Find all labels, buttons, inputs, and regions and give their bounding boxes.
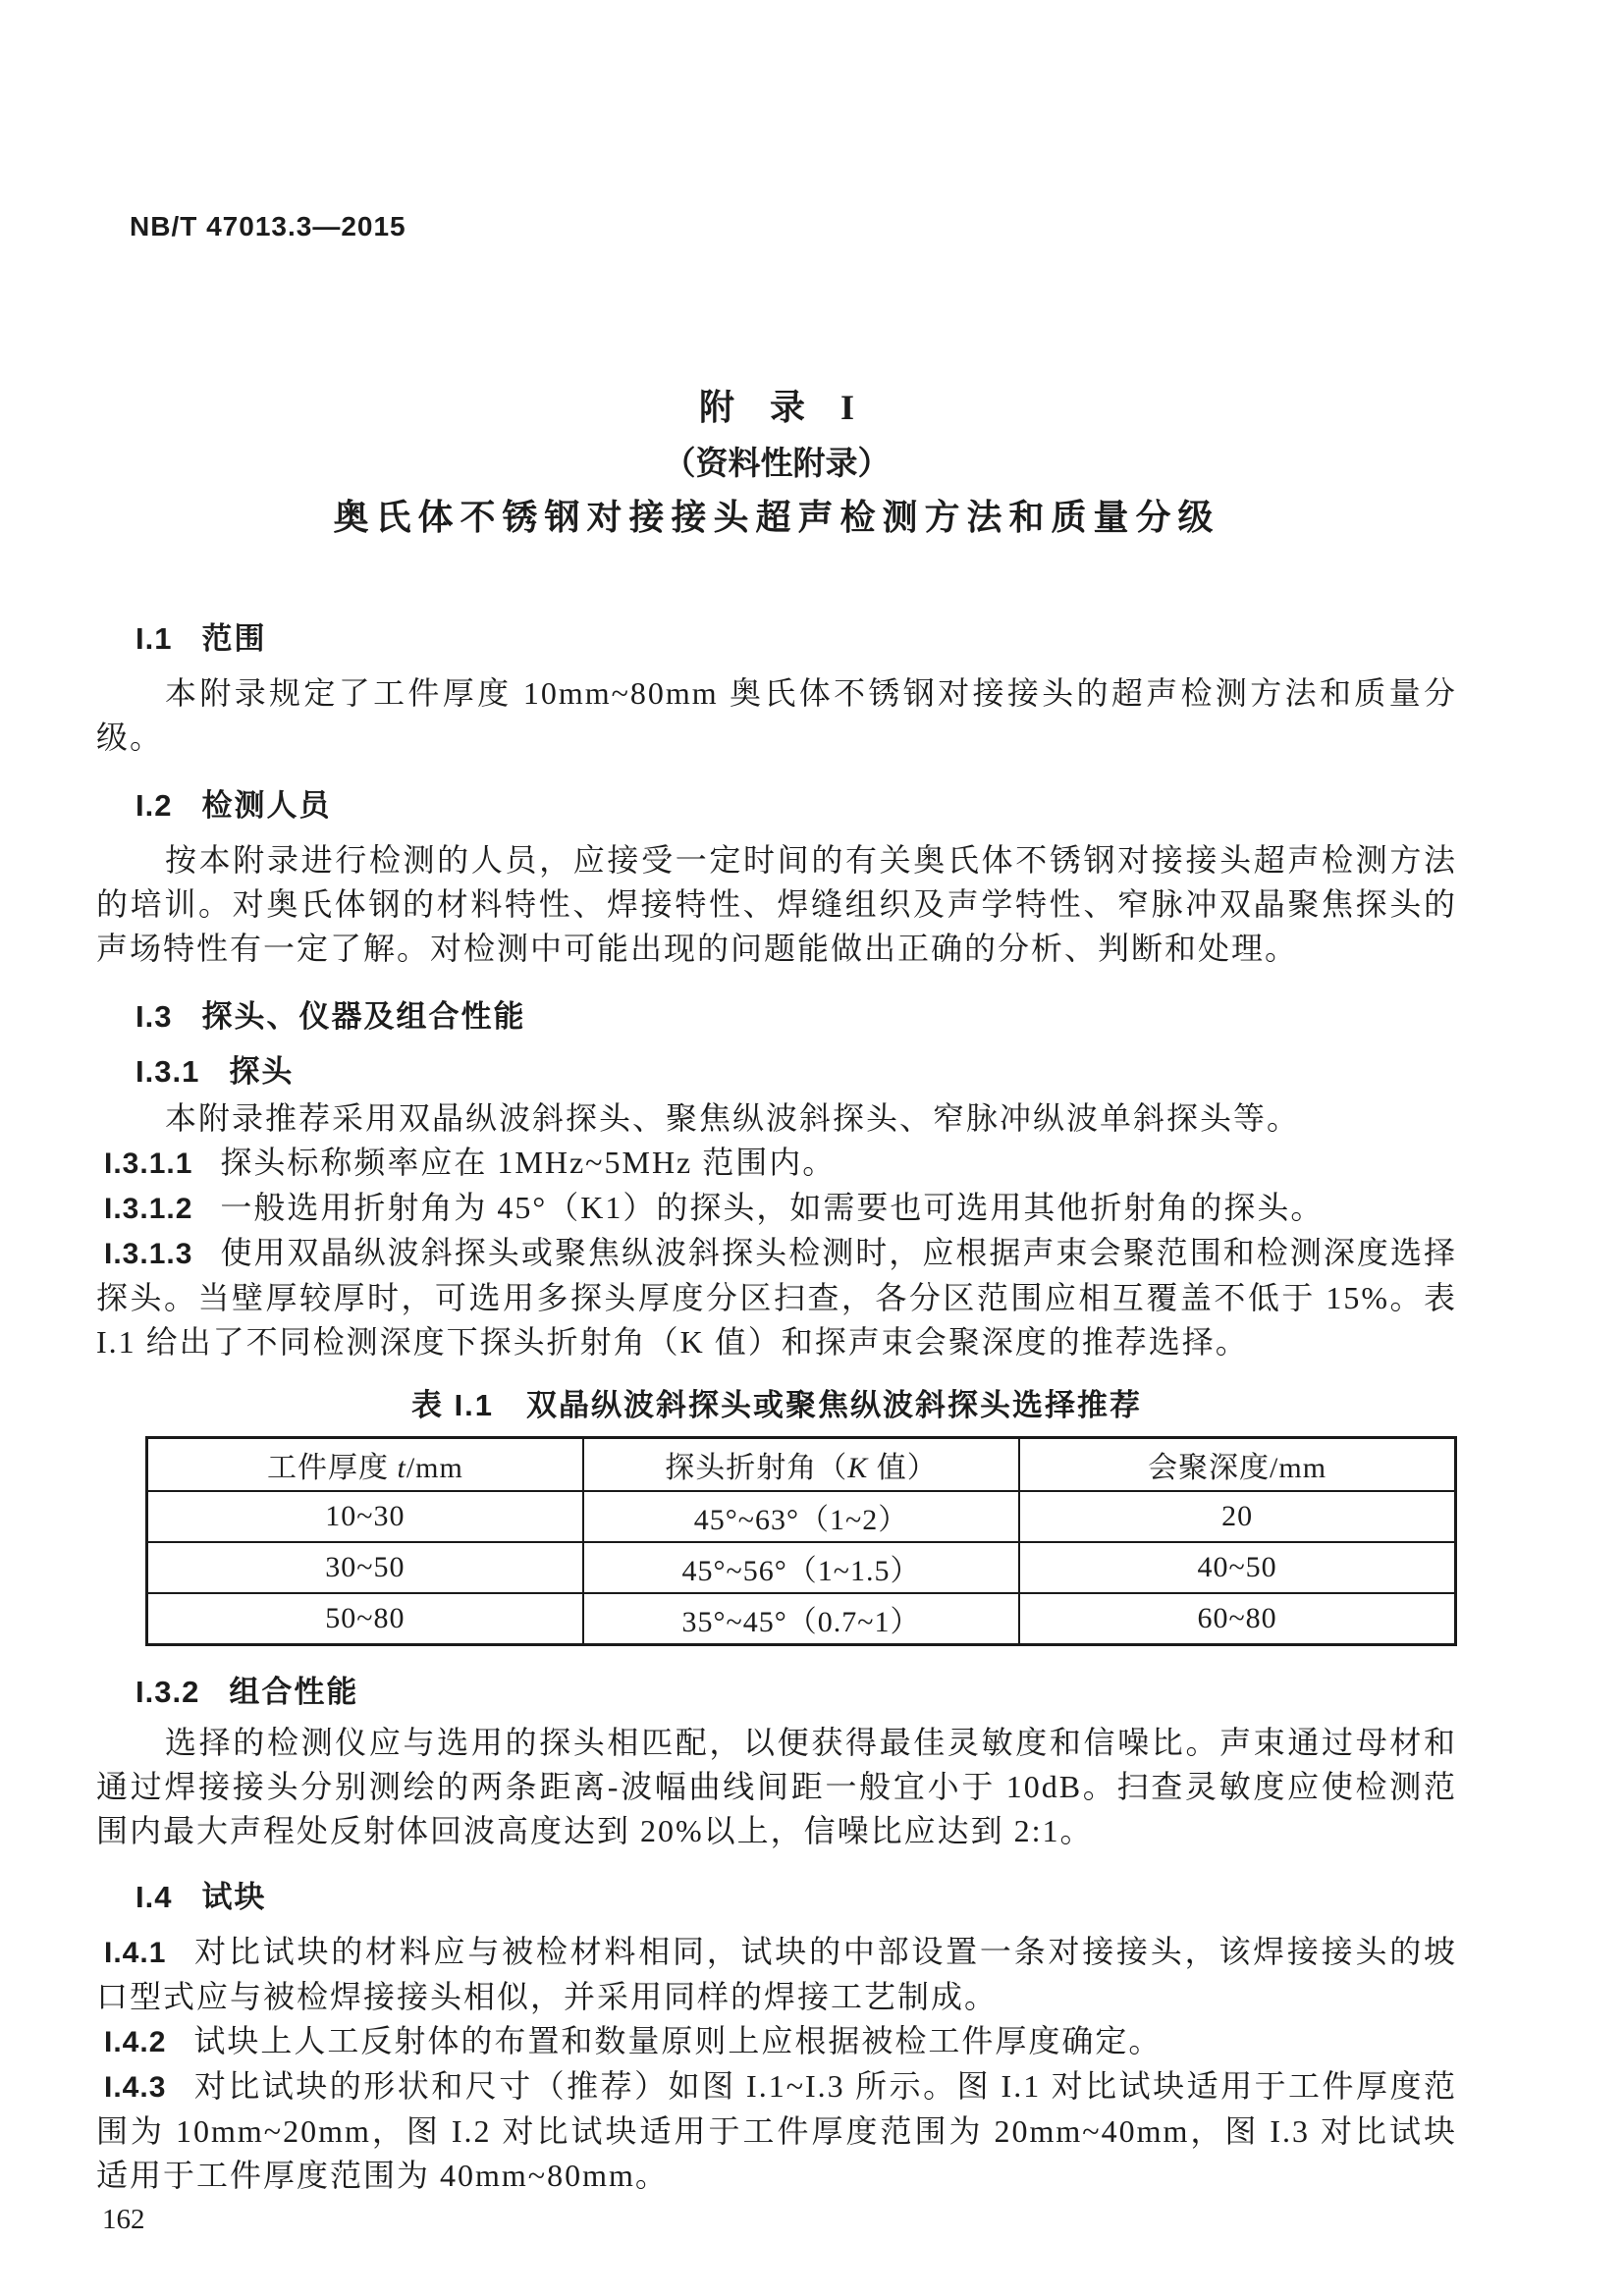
table-cell: 60~80 bbox=[1019, 1593, 1455, 1645]
section-number: I.2 bbox=[135, 788, 173, 823]
section-heading-i3 bbox=[135, 996, 1457, 1038]
section-title: 组合性能 bbox=[229, 1675, 359, 1709]
section-title: 范围 bbox=[201, 621, 267, 656]
para-probe-types: 本附录推荐采用双晶纵波斜探头、聚焦纵波斜探头、窄脉冲纵波单斜探头等。 bbox=[165, 1100, 1301, 1136]
section-title: 检测人员 bbox=[201, 788, 332, 823]
clause-number: I.4.2 bbox=[104, 2026, 167, 2058]
appendix-title: 附 录 I bbox=[698, 388, 854, 427]
doc-number: NB/T 47013.3—2015 bbox=[130, 211, 406, 241]
clause-number: I.4.3 bbox=[104, 2071, 167, 2104]
table-cell: 10~30 bbox=[147, 1491, 583, 1542]
para-scope: 本附录规定了工件厚度 10mm~80mm 奥氏体不锈钢对接接头的超声检测方法和质量分级。 bbox=[96, 675, 1457, 755]
table-i1 bbox=[145, 1436, 1457, 1646]
table-header-angle: 探头折射角（K 值） bbox=[583, 1438, 1019, 1492]
section-number: I.3.1 bbox=[135, 1054, 200, 1089]
table-cell: 45°~63°（1~2） bbox=[583, 1491, 1019, 1542]
section-number: I.4 bbox=[135, 1880, 173, 1914]
table-cell: 40~50 bbox=[1019, 1542, 1455, 1593]
clause-text: 试块上人工反射体的布置和数量原则上应根据被检工件厚度确定。 bbox=[193, 2023, 1163, 2058]
table-caption: 表 I.1 双晶纵波斜探头或聚焦纵波斜探头选择推荐 bbox=[410, 1388, 1143, 1422]
section-heading-i1 bbox=[135, 618, 1457, 660]
section-title: 探头、仪器及组合性能 bbox=[201, 999, 526, 1034]
clause-number: I.4.1 bbox=[104, 1937, 167, 1969]
table-cell: 45°~56°（1~1.5） bbox=[583, 1542, 1019, 1593]
clause-i43 bbox=[96, 2064, 1457, 2198]
table-cell: 30~50 bbox=[147, 1542, 583, 1593]
clause-i42 bbox=[96, 2019, 1457, 2064]
clause-i41 bbox=[96, 1930, 1457, 2019]
section-heading-i32 bbox=[135, 1672, 1457, 1713]
page-number: 162 bbox=[102, 2204, 145, 2235]
clause-text: 一般选用折射角为 45°（K1）的探头，如需要也可选用其他折射角的探头。 bbox=[220, 1190, 1325, 1225]
clause-text: 对比试块的形状和尺寸（推荐）如图 I.1~I.3 所示。图 I.1 对比试块适用于工件厚度范围为 10mm~20mm，图 I.2 对比试块适用于工件厚度范围为 20mm~40mm，图 I.3 对比试块适用于工件厚度范围为 40mm~80mm。 bbox=[96, 2068, 1457, 2193]
section-heading-i31 bbox=[135, 1051, 1457, 1093]
clause-number: I.3.1.1 bbox=[104, 1148, 193, 1180]
table-header-depth: 会聚深度/mm bbox=[1019, 1438, 1455, 1492]
table-header-row bbox=[147, 1438, 1456, 1492]
section-title: 探头 bbox=[229, 1054, 295, 1089]
section-heading-i4 bbox=[135, 1877, 1457, 1918]
appendix-title-block bbox=[96, 380, 1457, 540]
clause-text: 对比试块的材料应与被检材料相同，试块的中部设置一条对接接头，该焊接接头的坡口型式应与被检焊接接头相似，并采用同样的焊接工艺制成。 bbox=[96, 1934, 1457, 2014]
table-cell: 50~80 bbox=[147, 1593, 583, 1645]
table-header-thickness: 工件厚度 t/mm bbox=[147, 1438, 583, 1492]
para-personnel: 按本附录进行检测的人员，应接受一定时间的有关奥氏体不锈钢对接接头超声检测方法的培训。对奥氏体钢的材料特性、焊接特性、焊缝组织及声学特性、窄脉冲双晶聚焦探头的声场特性有一定了解。对检测中可能出现的问题能做出正确的分析、判断和处理。 bbox=[96, 842, 1457, 966]
table-row bbox=[147, 1542, 1456, 1593]
para-combined-performance: 选择的检测仪应与选用的探头相匹配，以便获得最佳灵敏度和信噪比。声束通过母材和通过焊接接头分别测绘的两条距离-波幅曲线间距一般宜小于 10dB。扫查灵敏度应使检测范围内最大声程处反射体回波高度达到 20%以上，信噪比应达到 2:1。 bbox=[96, 1725, 1457, 1848]
table-row bbox=[147, 1593, 1456, 1645]
section-title: 试块 bbox=[201, 1880, 267, 1914]
clause-number: I.3.1.2 bbox=[104, 1193, 193, 1225]
table-cell: 20 bbox=[1019, 1491, 1455, 1542]
table-row bbox=[147, 1491, 1456, 1542]
table-cell: 35°~45°（0.7~1） bbox=[583, 1593, 1019, 1645]
clause-i313 bbox=[96, 1231, 1457, 1364]
clause-text: 探头标称频率应在 1MHz~5MHz 范围内。 bbox=[220, 1145, 837, 1180]
clause-text: 使用双晶纵波斜探头或聚焦纵波斜探头检测时，应根据声束会聚范围和检测深度选择探头。当壁厚较厚时，可选用多探头厚度分区扫查，各分区范围应相互覆盖不低于 15%。表 I.1 给出了不同检测深度下探头折射角（K 值）和探声束会聚深度的推荐选择。 bbox=[96, 1235, 1457, 1360]
clause-i312 bbox=[96, 1186, 1457, 1231]
section-heading-i2 bbox=[135, 785, 1457, 827]
section-number: I.3.2 bbox=[135, 1675, 200, 1709]
section-number: I.1 bbox=[135, 621, 173, 656]
appendix-name: 奥氏体不锈钢对接接头超声检测方法和质量分级 bbox=[333, 498, 1220, 537]
clause-number: I.3.1.3 bbox=[104, 1238, 193, 1270]
clause-i311 bbox=[96, 1141, 1457, 1186]
appendix-subtitle: （资料性附录） bbox=[663, 447, 891, 482]
section-number: I.3 bbox=[135, 999, 173, 1034]
